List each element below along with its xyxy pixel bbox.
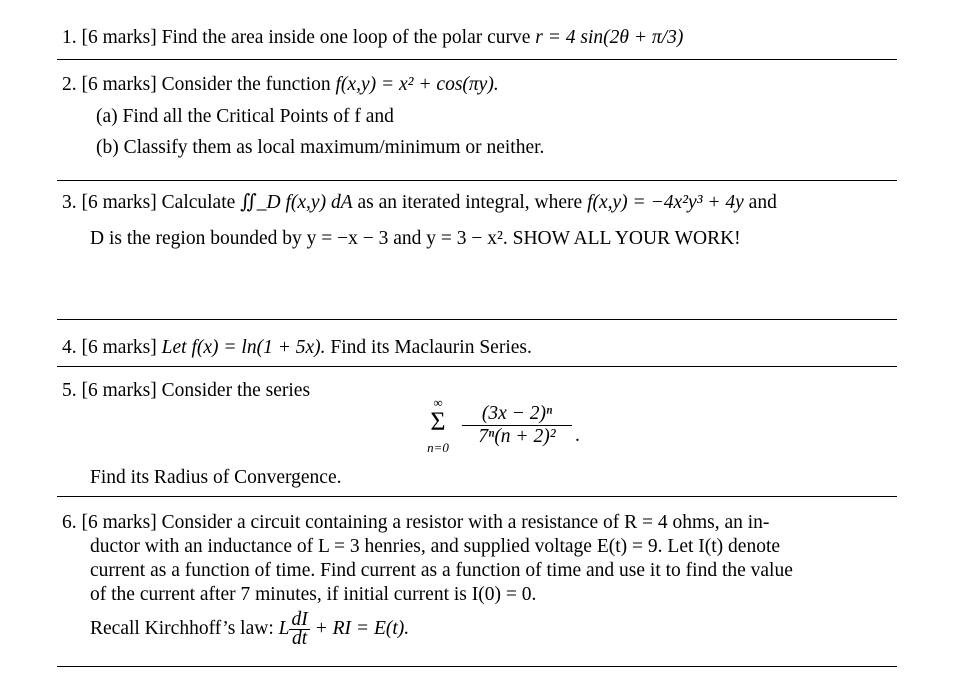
function-equation: Let f(x) = ln(1 + 5x). [161, 337, 326, 358]
question-marks: [6 marks] [81, 192, 157, 213]
question-number: 1. [62, 27, 77, 48]
divider [57, 666, 897, 667]
derivative-denominator: dt [289, 629, 309, 648]
function-equation: f(x,y) = −4x²y³ + 4y [587, 192, 744, 213]
question-4 [62, 336, 532, 360]
question-5 [62, 379, 310, 403]
question-3 [62, 191, 777, 215]
series-denominator: 7ⁿ(n + 2)² [462, 425, 572, 448]
question-text: Calculate [161, 192, 236, 213]
question-number: 3. [62, 192, 77, 213]
series-numerator: (3x − 2)ⁿ [481, 403, 553, 424]
question-task: Find its Maclaurin Series. [330, 337, 532, 358]
region-description: D is the region bounded by y = −x − 3 and y = 3 − x². [90, 228, 508, 249]
question-number: 6. [62, 512, 77, 533]
question-5-task: Find its Radius of Convergence. [90, 467, 342, 488]
question-text: Find the area inside one loop of the polar curve [161, 27, 531, 48]
question-6-line-3: current as a function of time. Find current as a function of time and use it to find the value [90, 560, 793, 581]
kirchhoff-law [90, 609, 409, 649]
series-fraction [462, 403, 572, 448]
divider [57, 366, 897, 367]
divider [57, 496, 897, 497]
law-inductance: L [278, 618, 290, 639]
sum-upper-limit: ∞ [433, 395, 443, 410]
question-number: 4. [62, 337, 77, 358]
question-3-line-2 [90, 227, 741, 251]
question-marks: [6 marks] [81, 74, 157, 95]
question-marks: [6 marks] [81, 337, 157, 358]
divider [57, 180, 897, 181]
instruction: SHOW ALL YOUR WORK! [512, 228, 741, 249]
question-marks: [6 marks] [81, 512, 157, 533]
question-text: Consider the function [161, 74, 331, 95]
question-2 [62, 73, 499, 97]
question-text: Consider the series [161, 380, 311, 401]
question-6 [62, 511, 769, 535]
question-text: Consider a circuit containing a resistor with a resistance of R = 4 ohms, an in- [161, 512, 770, 533]
sigma-icon: Σ [430, 407, 446, 436]
question-1 [62, 26, 683, 50]
derivative-fraction [289, 611, 309, 648]
question-number: 2. [62, 74, 77, 95]
question-number: 5. [62, 380, 77, 401]
double-integral: ∬_D f(x,y) dA [240, 192, 353, 213]
function-equation: f(x,y) = x² + cos(πy). [335, 74, 499, 95]
law-remainder: + RI = E(t). [314, 618, 410, 639]
question-2-part-a: (a) Find all the Critical Points of f and [96, 106, 394, 127]
question-6-line-2: ductor with an inductance of L = 3 henries, and supplied voltage E(t) = 9. Let I(t) denote [90, 536, 781, 557]
question-2-part-b: (b) Classify them as local maximum/minimum or neither. [96, 137, 545, 158]
polar-equation: r = 4 sin(2θ + π/3) [535, 27, 684, 48]
divider [57, 319, 897, 320]
question-text: and [748, 192, 777, 213]
question-marks: [6 marks] [81, 27, 157, 48]
question-marks: [6 marks] [81, 380, 157, 401]
question-text: as an iterated integral, where [357, 192, 583, 213]
law-label: Recall Kirchhoff’s law: [90, 618, 274, 639]
derivative-numerator: dI [291, 609, 308, 631]
sum-lower-limit: n=0 [427, 440, 449, 455]
divider [57, 59, 897, 60]
period: . [575, 425, 580, 446]
question-6-line-4: of the current after 7 minutes, if initial current is I(0) = 0. [90, 584, 537, 605]
